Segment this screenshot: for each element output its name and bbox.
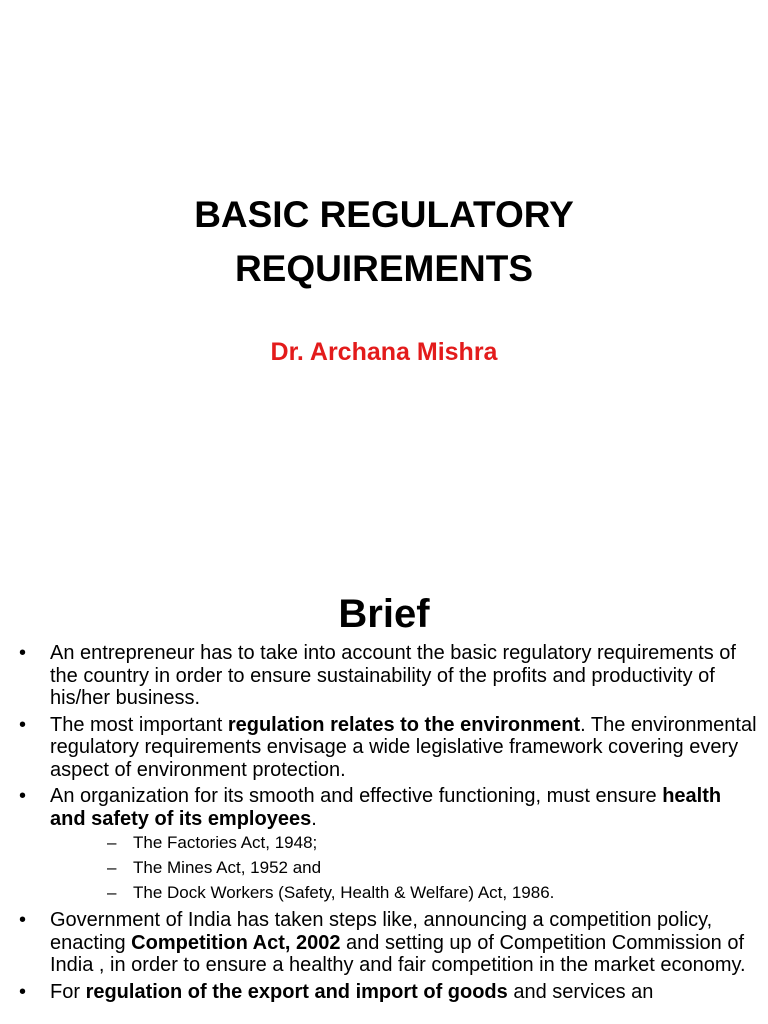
sub-bullet-marker: – <box>107 833 117 852</box>
bullet-list <box>0 642 768 1007</box>
bullet-text-pre: Government of India has taken steps like, announcing a competition policy, enacting <box>50 909 713 954</box>
bullet-marker: • <box>19 642 27 664</box>
bullet-text-post: and services an <box>507 980 654 1003</box>
bullet-item-health-safety <box>0 785 768 905</box>
sub-bullet-list <box>50 830 760 905</box>
brief-heading: Brief <box>338 592 430 636</box>
bullet-marker: • <box>19 909 27 931</box>
bullet-marker: • <box>19 980 27 1003</box>
sub-bullet-item <box>50 880 760 905</box>
bullet-item-environment <box>0 714 768 782</box>
slide-title-line-1: BASIC REGULATORY <box>194 194 574 235</box>
bullet-text-bold: regulation of the export and import of goods <box>85 980 508 1003</box>
bullet-item-competition <box>0 909 768 977</box>
bullet-text-post: . The environmental regulatory requirements envisage a wide legislative framework covering every aspect of environment protection. <box>50 713 757 781</box>
bullet-text-post: and setting up of Competition Commission of India , in order to ensure a healthy and fair competition in the market economy. <box>50 931 746 976</box>
bullet-text-pre: For <box>50 980 86 1003</box>
bullet-text-post: . <box>311 807 317 830</box>
bullet-text-pre: An organization for its smooth and effective functioning, must ensure <box>50 785 663 807</box>
sub-bullet-item <box>50 855 760 880</box>
sub-bullet-text: The Factories Act, 1948; <box>133 833 318 852</box>
sub-bullet-text: The Dock Workers (Safety, Health & Welfare) Act, 1986. <box>133 883 555 902</box>
bullet-item-entrepreneur <box>0 642 768 710</box>
slide-title <box>40 188 728 296</box>
bullet-text-bold: health and safety of its employees <box>50 785 722 830</box>
sub-bullet-marker: – <box>107 883 117 902</box>
slide-title-line-2: REQUIREMENTS <box>234 248 534 289</box>
bullet-text-pre: The most important <box>50 713 228 736</box>
bullet-text: An entrepreneur has to take into account the basic regulatory requirements of the country in order to ensure sustainability of the profits and productivity of his/her business. <box>50 642 736 709</box>
sub-bullet-item <box>50 830 760 855</box>
bullet-marker: • <box>19 785 27 807</box>
brief-slide <box>0 576 768 1024</box>
author-name: Dr. Archana Mishra <box>270 338 498 366</box>
bullet-text-bold: Competition Act, 2002 <box>131 931 341 954</box>
sub-bullet-marker: – <box>107 858 117 877</box>
bullet-item-export-import <box>0 981 768 1004</box>
bullet-marker: • <box>19 713 27 736</box>
sub-bullet-text: The Mines Act, 1952 and <box>133 858 322 877</box>
bullet-text-bold: regulation relates to the environment <box>227 713 581 736</box>
